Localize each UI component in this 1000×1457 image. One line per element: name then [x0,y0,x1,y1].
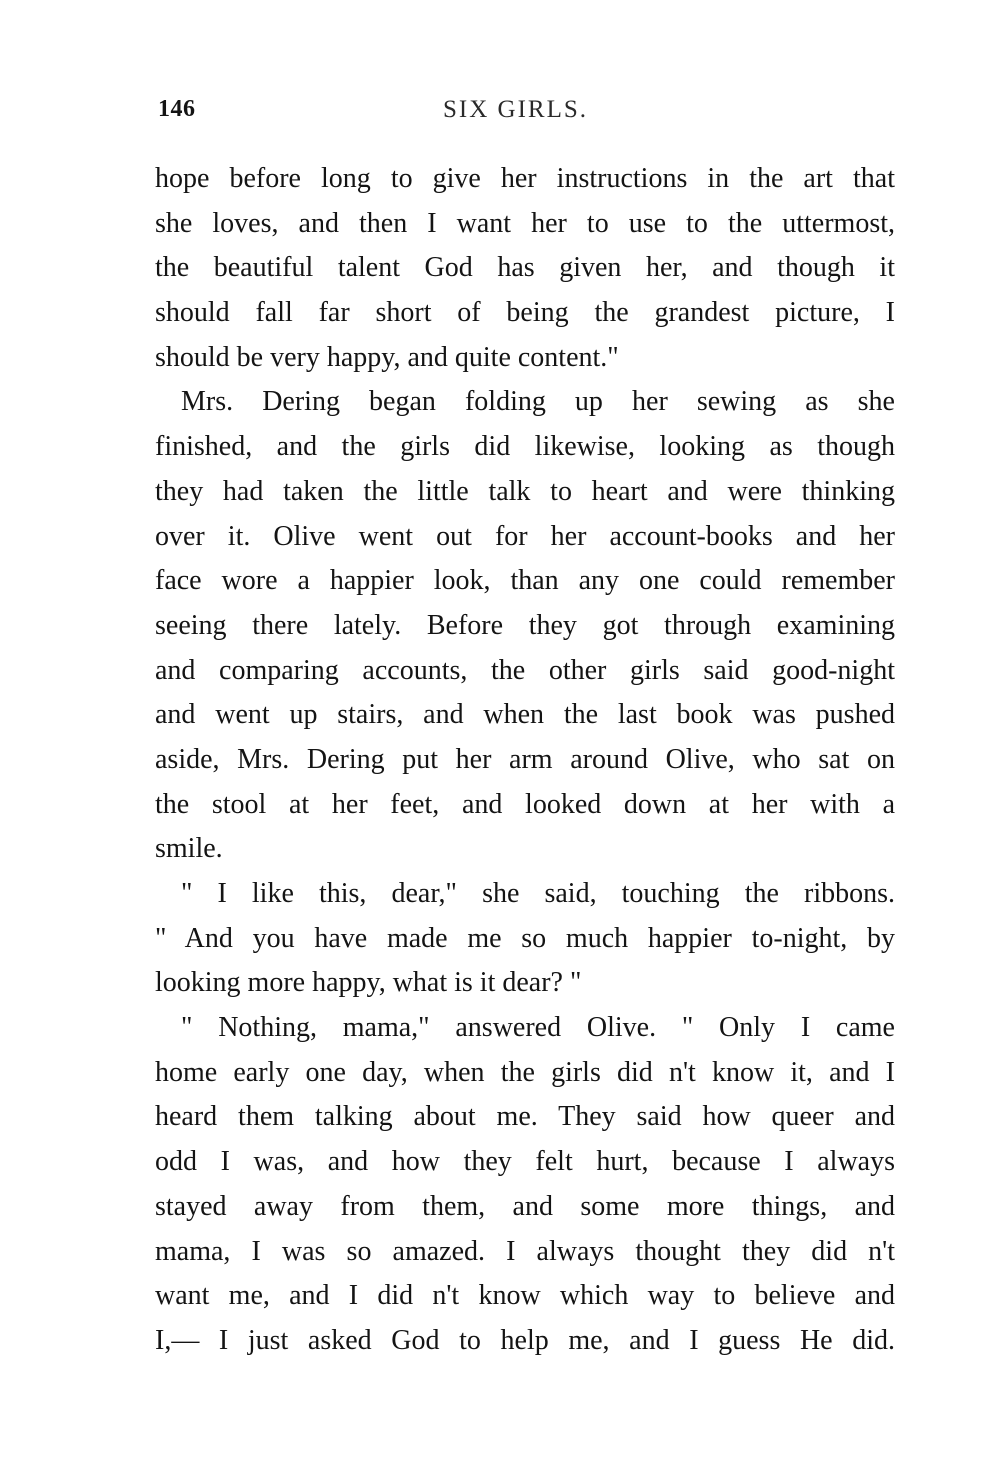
text-line: they had taken the little talk to heart and were thinking [155,475,895,507]
paragraph [155,872,895,1006]
text-line: home early one day, when the girls did n't know it, and I [155,1056,895,1088]
running-title: SIX GIRLS. [443,96,589,123]
paragraph [155,1006,895,1364]
text-line: and went up stairs, and when the last book was pushed [155,699,895,731]
text-line: " And you have made me so much happier to-night, by [155,922,895,954]
text-line: looking more happy, what is it dear? " [155,967,582,999]
text-line: I,— I just asked God to help me, and I guess He did. [155,1324,895,1356]
text-line: face wore a happier look, than any one could remember [155,565,895,597]
text-line: hope before long to give her instructions in the art that [155,163,895,194]
text-line: the beautiful talent God has given her, and though it [155,252,895,284]
text-line: " I like this, dear," she said, touching the ribbons. [181,878,895,909]
page-number: 146 [158,96,196,122]
text-line: finished, and the girls did likewise, looking as though [155,431,895,463]
paragraph [155,380,895,872]
text-line: she loves, and then I want her to use to the uttermost, [155,207,895,239]
body-text [155,157,895,1364]
text-line: over it. Olive went out for her account-books and her [155,520,895,552]
text-line: heard them talking about me. They said how queer and [155,1101,895,1133]
text-line: odd I was, and how they felt hurt, because I always [155,1146,895,1178]
text-line: aside, Mrs. Dering put her arm around Olive, who sat on [155,743,895,775]
text-line: Mrs. Dering began folding up her sewing as she [181,386,895,418]
text-line: " Nothing, mama," answered Olive. " Only I came [181,1012,895,1044]
text-line: want me, and I did n't know which way to believe and [155,1280,895,1312]
text-line: stayed away from them, and some more things, and [155,1190,895,1222]
paragraph [155,157,895,380]
text-line: and comparing accounts, the other girls said good-night [155,654,895,686]
text-line: seeing there lately. Before they got through examining [155,609,895,641]
text-line: mama, I was so amazed. I always thought they did n't [155,1235,895,1267]
text-line: smile. [155,833,223,865]
text-line: the stool at her feet, and looked down at her with a [155,788,895,820]
text-line: should fall far short of being the grandest picture, I [155,297,895,329]
text-line: should be very happy, and quite content." [155,341,619,373]
